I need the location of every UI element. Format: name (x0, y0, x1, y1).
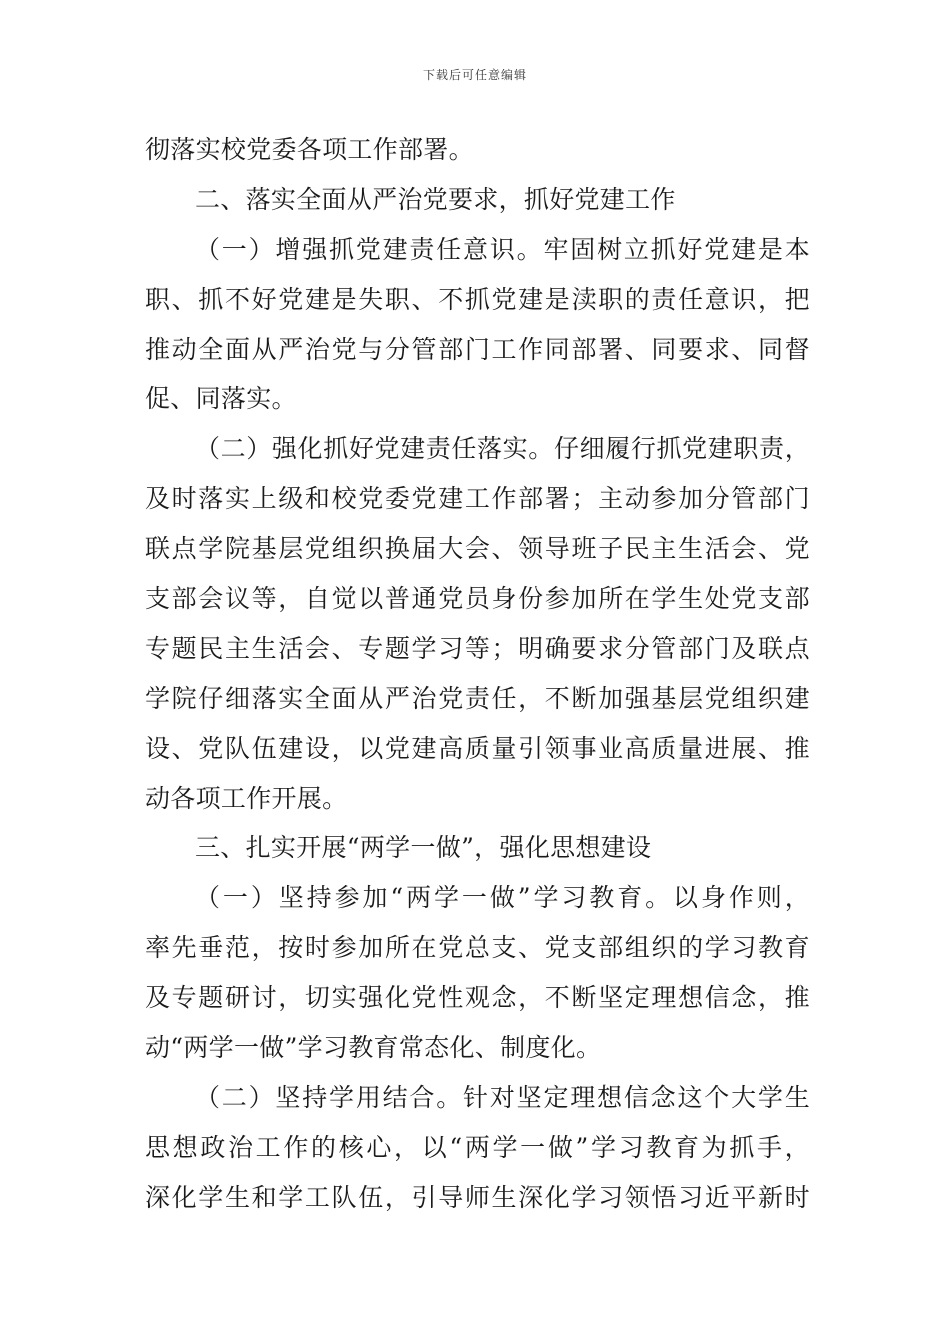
section-heading: 三、扎实开展“两学一做”，强化思想建设 (195, 833, 652, 863)
text-line: 及专题研讨，切实强化党性观念，不断坚定理想信念，推 (145, 983, 810, 1013)
paragraph-start: （二）强化抓好党建责任落实。仔细履行抓党建职责， (195, 434, 810, 464)
text-line: 动各项工作开展。 (145, 783, 348, 813)
text-line: 率先垂范，按时参加所在党总支、党支部组织的学习教育 (145, 933, 810, 963)
text-line: 思想政治工作的核心，以“两学一做”学习教育为抓手， (145, 1132, 810, 1162)
paragraph-start: （一）坚持参加“两学一做”学习教育。以身作则， (195, 883, 810, 913)
text-line: 联点学院基层党组织换届大会、领导班子民主生活会、党 (145, 534, 810, 564)
document-body (145, 130, 810, 1228)
text-line: 及时落实上级和校党委党建工作部署；主动参加分管部门 (145, 484, 810, 514)
text-line: 彻落实校党委各项工作部署。 (145, 135, 474, 164)
page-header: 下载后可任意编辑 (422, 68, 527, 82)
paragraph-start: （一）增强抓党建责任意识。牢固树立抓好党建是本 (195, 234, 810, 264)
text-line: 深化学生和学工队伍，引导师生深化学习领悟习近平新时 (145, 1182, 810, 1212)
section-heading: 二、落实全面从严治党要求，抓好党建工作 (195, 184, 676, 214)
text-line: 支部会议等，自觉以普通党员身份参加所在学生处党支部 (145, 584, 810, 614)
text-line: 动“两学一做”学习教育常态化、制度化。 (145, 1033, 602, 1063)
text-line: 专题民主生活会、专题学习等；明确要求分管部门及联点 (145, 633, 810, 663)
paragraph-start: （二）坚持学用结合。针对坚定理想信念这个大学生 (195, 1082, 810, 1112)
text-line: 促、同落实。 (145, 384, 297, 414)
text-line: 设、党队伍建设，以党建高质量引领事业高质量进展、推 (145, 733, 810, 763)
text-line: 职、抓不好党建是失职、不抓党建是渎职的责任意识，把 (145, 284, 810, 314)
text-line: 学院仔细落实全面从严治党责任，不断加强基层党组织建 (145, 683, 810, 713)
text-line: 推动全面从严治党与分管部门工作同部署、同要求、同督 (145, 334, 810, 364)
